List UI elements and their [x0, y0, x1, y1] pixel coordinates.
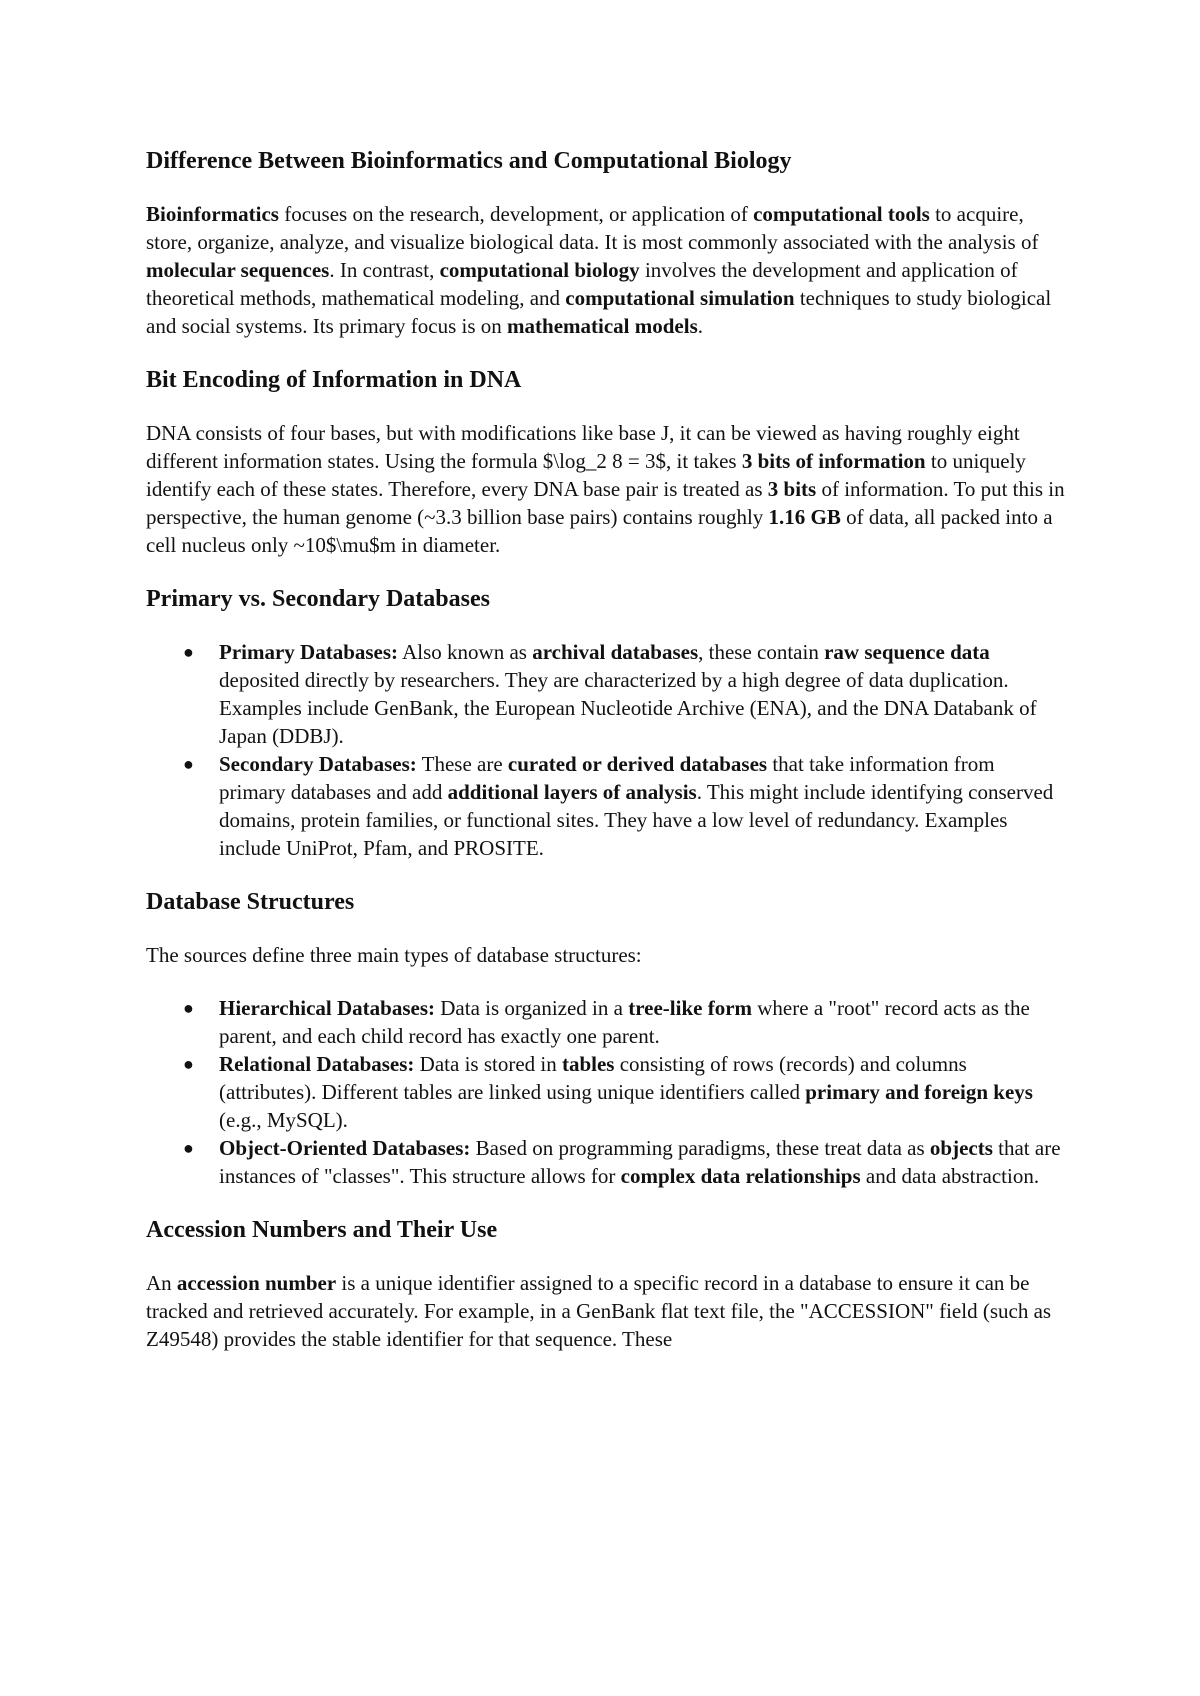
section-heading-primary-vs-secondary-databases: Primary vs. Secondary Databases [146, 586, 490, 612]
bold-text: Relational Databases: [219, 1052, 415, 1076]
list-item [183, 1050, 1066, 1134]
paragraph [146, 419, 1066, 559]
bold-text: 3 bits [767, 477, 817, 501]
text-run: Based on programming paradigms, these treat data as [470, 1136, 930, 1160]
document-body [146, 146, 1066, 1378]
bullet-icon: ● [183, 754, 194, 774]
text-run: An [146, 1271, 177, 1295]
text-run: , these contain [698, 640, 825, 664]
bold-text: 1.16 GB [768, 505, 841, 529]
bold-text: archival databases [532, 640, 699, 664]
text-run: that take information from primary databases and add [219, 752, 995, 804]
bold-text: molecular sequences [146, 258, 330, 282]
section-heading-bit-encoding-of-information-in-dna: Bit Encoding of Information in DNA [146, 367, 522, 393]
text-run: focuses on the research, development, or application of [278, 202, 754, 226]
text-run: These are [416, 752, 508, 776]
bold-text: tree-like form [628, 996, 753, 1020]
text-run: and data abstraction. [860, 1164, 1040, 1188]
text-run: DNA consists of four bases, but with modifications like base J, it can be viewed as having roughly eight different information states. Using the formula $\log_2 8 = 3$, it takes [146, 421, 1020, 473]
bold-text: computational biology [439, 258, 640, 282]
bold-text: Secondary Databases: [219, 752, 417, 776]
section-heading-database-structures: Database Structures [146, 889, 355, 915]
text-run: that are instances of "classes". This structure allows for [219, 1136, 1061, 1188]
bold-text: Bioinformatics [146, 202, 279, 226]
bold-text: Hierarchical Databases: [219, 996, 435, 1020]
bold-text: accession number [176, 1271, 337, 1295]
bold-text: computational simulation [565, 286, 795, 310]
text-run: . [697, 314, 703, 338]
bold-text: Primary Databases: [219, 640, 399, 664]
text-run: techniques to study biological and social systems. Its primary focus is on [146, 286, 1052, 338]
text-run: Also known as [398, 640, 533, 664]
paragraph [146, 200, 1066, 340]
bold-text: raw sequence data [824, 640, 990, 664]
text-run: to uniquely identify each of these states. Therefore, every DNA base pair is treated as [146, 449, 1026, 501]
text-run: The sources define three main types of database structures: [146, 943, 642, 967]
bullet-icon: ● [183, 1138, 194, 1158]
list-item [183, 638, 1066, 750]
bold-text: complex data relationships [620, 1164, 861, 1188]
text-run: of data, all packed into a cell nucleus only ~10$\mu$m in diameter. [146, 505, 1053, 557]
bold-text: objects [929, 1136, 993, 1160]
text-run: . This might include identifying conserved domains, protein families, or functional sites. They have a low level of redundancy. Examples include UniProt, Pfam, and PROSITE. [219, 780, 1054, 860]
list-item [183, 994, 1066, 1050]
bold-text: tables [561, 1052, 615, 1076]
bullet-icon: ● [183, 1054, 194, 1074]
text-run: deposited directly by researchers. They are characterized by a high degree of data duplication. Examples include GenBank, the European Nucleotide Archive (ENA), and the DNA Databank of Japan (DDBJ). [219, 668, 1037, 748]
list-item [183, 750, 1066, 862]
bullet-icon: ● [183, 642, 194, 662]
section-heading-difference-between-bioinformatics-and-computational-biology: Difference Between Bioinformatics and Computational Biology [146, 148, 792, 174]
text-run: . In contrast, [329, 258, 440, 282]
text-run: to acquire, store, organize, analyze, and visualize biological data. It is most commonly associated with the analysis of [146, 202, 1039, 254]
bold-text: primary and foreign keys [805, 1080, 1033, 1104]
bold-text: mathematical models [507, 314, 698, 338]
text-run: Data is organized in a [435, 996, 629, 1020]
paragraph [146, 941, 1066, 969]
text-run: consisting of rows (records) and columns (attributes). Different tables are linked using unique identifiers called [219, 1052, 967, 1104]
bullet-list [146, 994, 1066, 1190]
text-run: Data is stored in [414, 1052, 562, 1076]
text-run: involves the development and application of theoretical methods, mathematical modeling, and [146, 258, 1018, 310]
bold-text: 3 bits of information [741, 449, 926, 473]
paragraph [146, 1269, 1066, 1353]
text-run: of information. To put this in perspective, the human genome (~3.3 billion base pairs) contains roughly [146, 477, 1065, 529]
bullet-icon: ● [183, 998, 194, 1018]
section-heading-accession-numbers-and-their-use: Accession Numbers and Their Use [146, 1217, 498, 1243]
text-run: where a "root" record acts as the parent, and each child record has exactly one parent. [219, 996, 1030, 1048]
text-run: (e.g., MySQL). [219, 1108, 348, 1132]
bold-text: computational tools [753, 202, 930, 226]
text-run: is a unique identifier assigned to a specific record in a database to ensure it can be tracked and retrieved accurately. For example, in a GenBank flat text file, the "ACCESSION" field (such as Z49548) provides the stable identifier for that sequence. These [146, 1271, 1052, 1351]
bold-text: curated or derived databases [507, 752, 768, 776]
bold-text: Object-Oriented Databases: [219, 1136, 471, 1160]
bold-text: additional layers of analysis [447, 780, 697, 804]
bullet-list [146, 638, 1066, 862]
list-item [183, 1134, 1066, 1190]
